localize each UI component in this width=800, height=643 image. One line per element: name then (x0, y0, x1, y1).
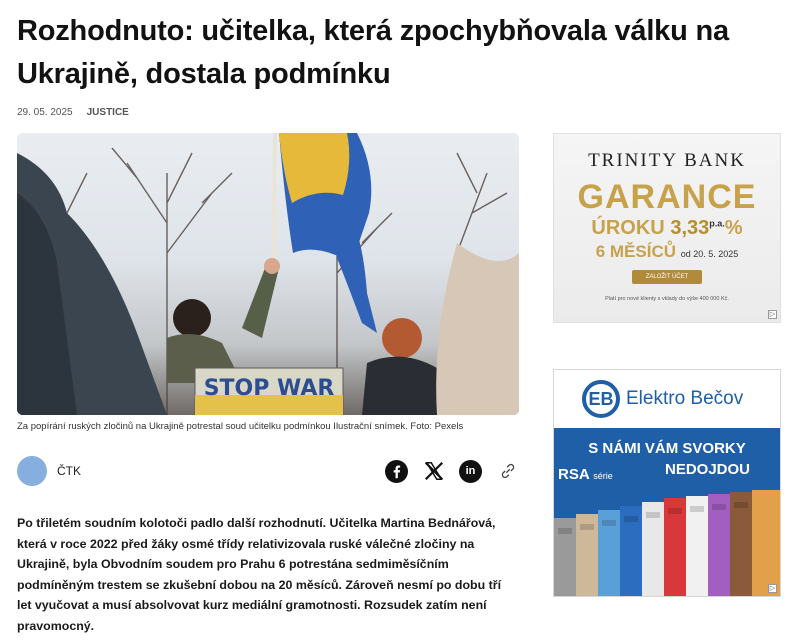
terminal-blocks-image (554, 488, 781, 596)
ad-bank-rate-label: ÚROKU (591, 217, 665, 239)
ad-choices-icon[interactable]: ▷ (769, 311, 776, 318)
ad-bank-term-date: od 20. 5. 2025 (680, 249, 739, 259)
ad-bank-brand: TRINITY BANK (588, 150, 746, 171)
protest-sign-text: STOP WAR (203, 376, 335, 401)
elektro-logo-icon: EB (582, 380, 620, 418)
protest-photo-illustration (17, 133, 519, 415)
linkedin-icon[interactable]: in (459, 460, 482, 483)
author-avatar (17, 456, 47, 486)
ad-elektro-becov[interactable] (553, 369, 781, 597)
ad-bank-rate: 3,33 (670, 217, 710, 239)
article-photo (17, 133, 519, 415)
ad-bank-cta-button[interactable]: ZALOŽIT ÚČET (632, 270, 702, 284)
facebook-icon[interactable] (385, 460, 408, 483)
photo-caption: Za popírání ruských zločinů na Ukrajině potrestal soud učitelku podmínkou Ilustrační snímek. Foto: Pexels (17, 421, 464, 432)
ad-trinity-bank[interactable] (553, 133, 781, 323)
author-name[interactable]: ČTK (57, 464, 81, 478)
share-bar (385, 460, 519, 483)
ad-bank-term: 6 MĚSÍCŮ (595, 242, 676, 261)
ad-elektro-header (554, 370, 780, 428)
ad-elektro-slogan-2: NEDOJDOU (664, 461, 750, 478)
ad-bank-rate-note: p.a. (709, 218, 725, 229)
article-title: Rozhodnuto: učitelka, která zpochybňovala válku na Ukrajině, dostala podmínku (17, 15, 729, 90)
article-meta (17, 107, 129, 118)
ad-elektro-series-name: RSA (558, 466, 590, 483)
article-category-link[interactable]: JUSTICE (86, 107, 129, 118)
article-date: 29. 05. 2025 (17, 107, 73, 118)
ad-bank-rate-line (554, 217, 780, 240)
author-row (17, 454, 519, 488)
article-perex: Po třiletém soudním kolotoči padlo další rozhodnutí. Učitelka Martina Bednářová, která v roce 2022 před žáky osmé třídy relativizovala ruské válečné zločiny na Ukrajině, byla Obvodním soudem pro Prahu 6 potrestána sedmiměsíčním podmíněným trestem se zkušební dobou na 20 měsíců. Zároveň nesmí po dobu tří let vyučovat a musí absolvovat kurz mediální gramotnosti. Rozsudek zatím není pravomocný. (17, 516, 502, 633)
ad-elektro-brand: Elektro Bečov (626, 388, 744, 409)
ad-bank-headline: GARANCE (577, 178, 757, 216)
ad-elektro-slogan-1: S NÁMI VÁM SVORKY (588, 440, 746, 457)
ad-elektro-series-suffix: série (593, 471, 613, 481)
ad-choices-icon[interactable]: ▷ (769, 585, 776, 592)
link-icon[interactable] (496, 460, 519, 483)
x-icon[interactable] (422, 460, 445, 483)
ad-bank-fine-print: Platí pro nové klienty s vklady do výše 400 000 Kč. (605, 296, 729, 302)
ad-elektro-series (558, 466, 613, 483)
ad-bank-rate-unit: % (724, 217, 743, 239)
ad-bank-term-line (554, 242, 780, 262)
